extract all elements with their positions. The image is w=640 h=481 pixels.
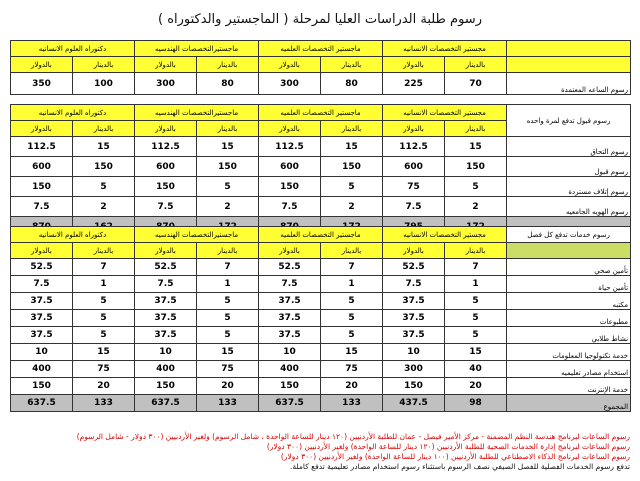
currency-dollar: بالدولار [383,57,445,73]
currency-dollar: بالدولار [11,243,73,259]
value-cell: 15 [197,344,259,361]
row-label: رسوم قبول [507,157,631,177]
total-cell: 637.5 [135,395,197,412]
value-cell: 37.5 [11,327,73,344]
row-label: تأمين حياة [507,276,631,293]
value-cell: 5 [197,293,259,310]
value-cell: 1 [197,276,259,293]
value-cell: 112.5 [383,137,445,157]
value-cell: 7.5 [135,276,197,293]
value-cell: 2 [197,197,259,217]
currency-dinar: بالدينار [445,243,507,259]
value-cell: 37.5 [11,310,73,327]
value-cell: 7.5 [11,197,73,217]
blank-cell [507,57,631,73]
value-cell: 100 [73,73,135,95]
currency-dollar: بالدولار [11,57,73,73]
program-header-4: دكتوراه العلوم الانسانيه [11,227,135,243]
row-label: رسوم الهويه الجامعيه [507,197,631,217]
value-cell: 7 [445,259,507,276]
value-cell: 37.5 [259,327,321,344]
program-header-4: دكتوراه العلوم الانسانيه [11,105,135,121]
currency-dinar: بالدينار [321,243,383,259]
value-cell: 7.5 [383,197,445,217]
program-header-2: ماجستير التخصصات العلميه [259,227,383,243]
currency-dollar: بالدولار [259,121,321,137]
value-cell: 10 [259,344,321,361]
value-cell: 37.5 [259,293,321,310]
total-cell: 133 [321,395,383,412]
total-cell: 637.5 [11,395,73,412]
value-cell: 5 [321,293,383,310]
value-cell: 5 [321,327,383,344]
value-cell: 7.5 [383,276,445,293]
value-cell: 20 [197,378,259,395]
value-cell: 20 [321,378,383,395]
value-cell: 400 [135,361,197,378]
currency-dinar: بالدينار [73,121,135,137]
value-cell: 225 [383,73,445,95]
value-cell: 150 [259,177,321,197]
total-cell: 133 [197,395,259,412]
program-header-3: ماجستيرالتخصصات الهندسيه [135,41,259,57]
program-header-3: ماجستيرالتخصصات الهندسيه [135,227,259,243]
value-cell: 7 [321,259,383,276]
value-cell: 5 [321,177,383,197]
currency-dollar: بالدولار [135,121,197,137]
value-cell: 350 [11,73,73,95]
currency-dinar: بالدينار [321,57,383,73]
value-cell: 10 [11,344,73,361]
row-label: مكتبه [507,293,631,310]
value-cell: 5 [445,293,507,310]
currency-dollar: بالدولار [383,121,445,137]
program-header-2: ماجستير التخصصات العلميه [259,105,383,121]
value-cell: 37.5 [135,327,197,344]
value-cell: 37.5 [135,310,197,327]
value-cell: 150 [73,157,135,177]
value-cell: 7.5 [259,197,321,217]
currency-dinar: بالدينار [197,243,259,259]
currency-dollar: بالدولار [383,243,445,259]
value-cell: 10 [383,344,445,361]
value-cell: 75 [321,361,383,378]
currency-dinar: بالدينار [445,121,507,137]
note-line: رسوم الساعات لبرنامج إدارة الخدمات الصحية للطلبة الأردنيين (١٢٠ دينار للساعة الواحدة) ولغير الأردنيين (٣٠٠ دولار) [266,442,630,451]
currency-dinar: بالدينار [197,121,259,137]
row-label: خدمة تكنولوجيا المعلومات [507,344,631,361]
value-cell: 2 [445,197,507,217]
value-cell: 112.5 [11,137,73,157]
value-cell: 150 [445,157,507,177]
value-cell: 112.5 [259,137,321,157]
value-cell: 5 [445,310,507,327]
program-header-1: مجستير التخصصات الانسانيه [383,105,507,121]
currency-dinar: بالدينار [73,57,135,73]
one-time-fees-table [10,104,631,237]
currency-dollar: بالدولار [259,57,321,73]
value-cell: 600 [135,157,197,177]
value-cell: 37.5 [383,293,445,310]
value-cell: 5 [73,293,135,310]
row-label: رسوم التحاق [507,137,631,157]
value-cell: 40 [445,361,507,378]
value-cell: 75 [197,361,259,378]
row-label: مطبوعات [507,310,631,327]
credit-hour-table [10,40,631,95]
value-cell: 5 [197,327,259,344]
value-cell: 112.5 [135,137,197,157]
value-cell: 75 [73,361,135,378]
value-cell: 300 [259,73,321,95]
value-cell: 20 [445,378,507,395]
value-cell: 15 [73,344,135,361]
row-label: رسوم الساعه المعتمدة [507,73,631,95]
currency-dollar: بالدولار [259,243,321,259]
currency-dinar: بالدينار [197,57,259,73]
row-label: نشاط طلابي [507,327,631,344]
value-cell: 80 [197,73,259,95]
value-cell: 150 [321,157,383,177]
value-cell: 10 [135,344,197,361]
highlight-cell [507,243,631,259]
value-cell: 150 [383,378,445,395]
value-cell: 1 [445,276,507,293]
blank-cell [507,41,631,57]
value-cell: 7.5 [11,276,73,293]
currency-dollar: بالدولار [11,121,73,137]
note-line: تدفع رسوم الخدمات الفصلية للفصل الصيفي نصف الرسوم باستثناء رسوم استخدام مصادر تعليمية تدفع كاملة. [290,462,630,471]
section-header: رسوم خدمات تدفع كل فصل [507,227,631,243]
value-cell: 20 [73,378,135,395]
value-cell: 37.5 [259,310,321,327]
program-header-1: مجستير التخصصات الانسانيه [383,41,507,57]
value-cell: 15 [445,137,507,157]
value-cell: 400 [259,361,321,378]
currency-dollar: بالدولار [135,243,197,259]
value-cell: 5 [321,310,383,327]
value-cell: 52.5 [135,259,197,276]
value-cell: 600 [11,157,73,177]
note-line: رسوم الساعات لبرنامج هندسة النظم المضمنة - مركز الأمير فيصل - عمان للطلبة الأردنيين (١٢٠ دينار للساعة الواحدة ، شامل الرسوم) ولغير الأردنيين (٣٠٠ دولار - شامل الرسوم) [76,432,630,441]
notes-block [10,432,630,472]
value-cell: 600 [383,157,445,177]
value-cell: 7 [197,259,259,276]
value-cell: 2 [321,197,383,217]
value-cell: 15 [321,344,383,361]
value-cell: 5 [445,177,507,197]
row-label: تأمين صحي [507,259,631,276]
value-cell: 5 [73,177,135,197]
value-cell: 5 [73,310,135,327]
value-cell: 52.5 [259,259,321,276]
value-cell: 150 [259,378,321,395]
program-header-1: مجستير التخصصات الانسانيه [383,227,507,243]
program-header-2: ماجستير التخصصات العلميه [259,41,383,57]
total-cell: 437.5 [383,395,445,412]
value-cell: 37.5 [383,310,445,327]
value-cell: 7.5 [135,197,197,217]
value-cell: 5 [445,327,507,344]
value-cell: 37.5 [135,293,197,310]
semester-fees-table [10,226,631,412]
value-cell: 150 [197,157,259,177]
value-cell: 75 [383,177,445,197]
value-cell: 15 [321,137,383,157]
value-cell: 15 [445,344,507,361]
row-label: رسوم إتلاف مستردة [507,177,631,197]
currency-dinar: بالدينار [445,57,507,73]
value-cell: 52.5 [383,259,445,276]
value-cell: 600 [259,157,321,177]
row-label: خدمة الإنترنت [507,378,631,395]
row-label: استخدام مصادر تعليميه [507,361,631,378]
value-cell: 7 [73,259,135,276]
value-cell: 37.5 [383,327,445,344]
value-cell: 300 [135,73,197,95]
value-cell: 150 [135,177,197,197]
total-cell: 133 [73,395,135,412]
value-cell: 5 [197,310,259,327]
value-cell: 2 [73,197,135,217]
program-header-3: ماجستيرالتخصصات الهندسيه [135,105,259,121]
value-cell: 15 [197,137,259,157]
value-cell: 150 [11,177,73,197]
value-cell: 5 [73,327,135,344]
program-header-4: دكتوراه العلوم الانسانيه [11,41,135,57]
value-cell: 15 [73,137,135,157]
currency-dollar: بالدولار [135,57,197,73]
value-cell: 150 [11,378,73,395]
total-label: المجموع [507,395,631,412]
currency-dinar: بالدينار [321,121,383,137]
value-cell: 7.5 [259,276,321,293]
value-cell: 1 [73,276,135,293]
value-cell: 150 [135,378,197,395]
value-cell: 400 [11,361,73,378]
value-cell: 1 [321,276,383,293]
section-header: رسوم قبول تدفع لمرة واحده [507,105,631,137]
total-cell: 637.5 [259,395,321,412]
total-cell: 98 [445,395,507,412]
value-cell: 37.5 [11,293,73,310]
value-cell: 70 [445,73,507,95]
value-cell: 300 [383,361,445,378]
value-cell: 5 [197,177,259,197]
value-cell: 52.5 [11,259,73,276]
value-cell: 80 [321,73,383,95]
note-line: رسوم الساعات لبرنامج الذكاء الاصطناعي للطلبة الأردنيين (١٠٠ دينار للساعة الواحدة) ولغير الأردنيين (٣٠٠ دولار) [280,452,630,461]
currency-dinar: بالدينار [73,243,135,259]
page-title: رسوم طلبة الدراسات العليا لمرحلة ( الماجستير والدكتوراه ) [158,12,482,27]
